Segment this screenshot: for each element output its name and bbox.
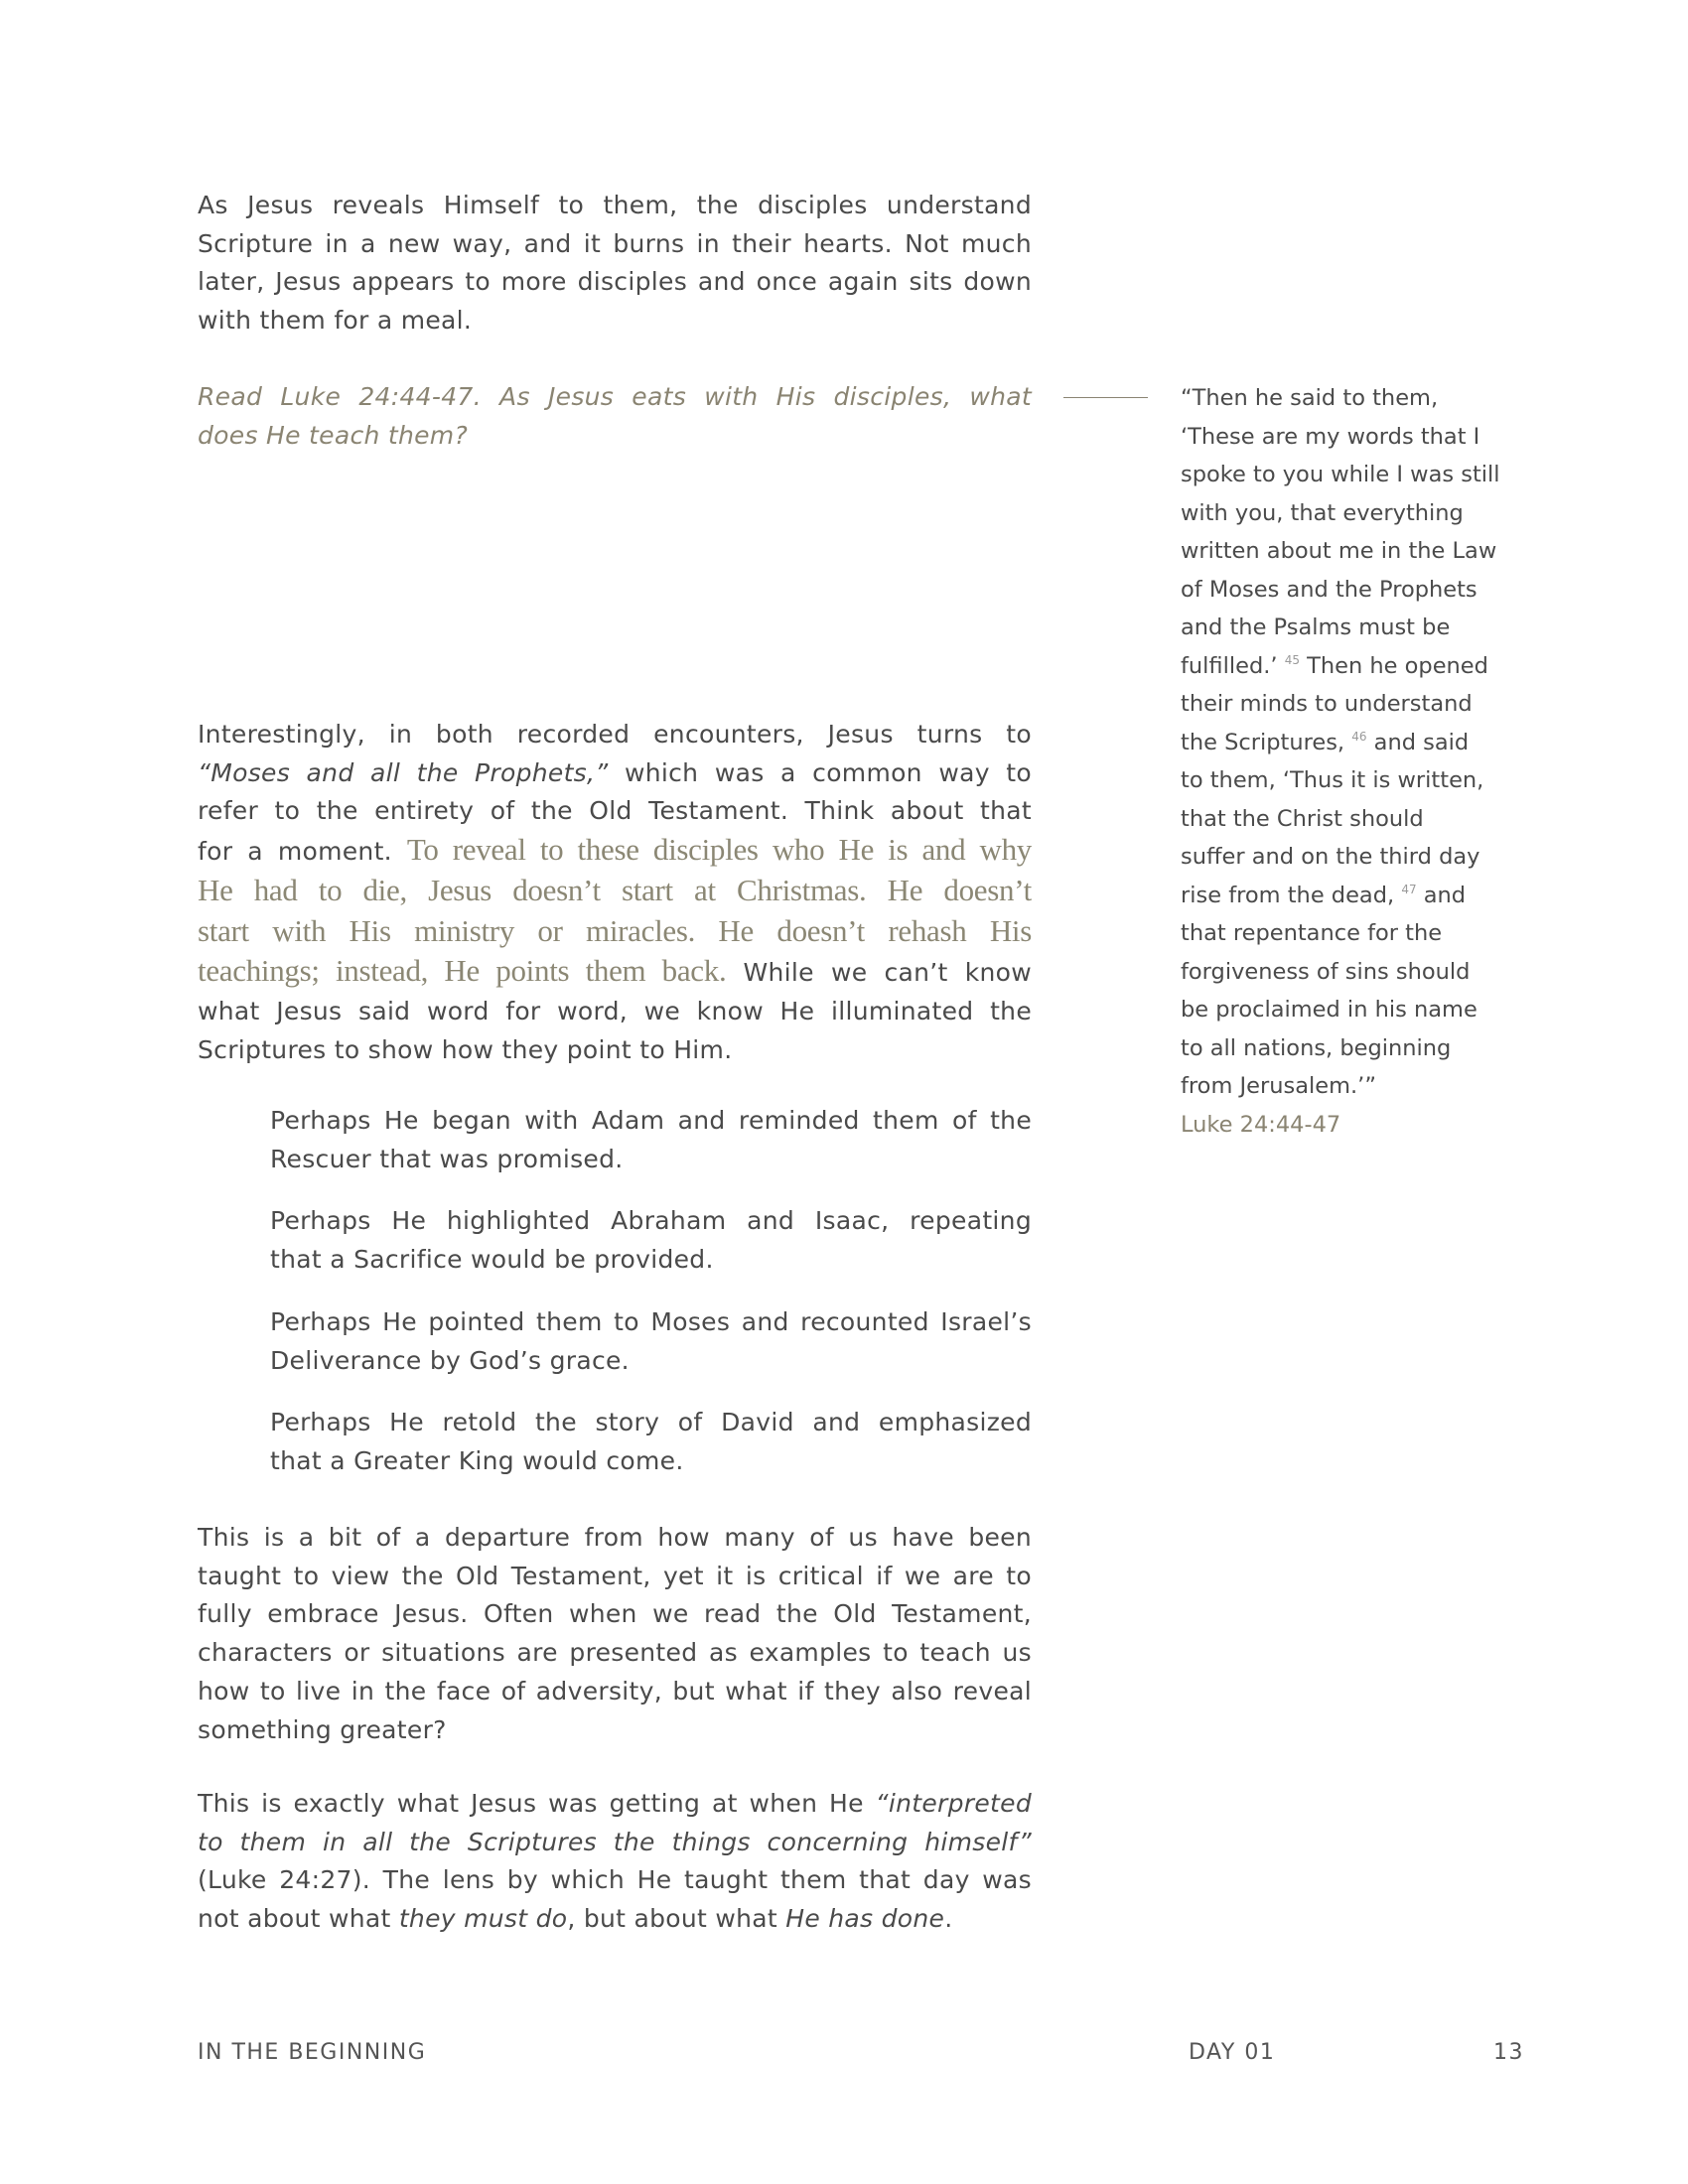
text-segment: how to live in the face of adversity, but what if they also reveal	[198, 1676, 1032, 1706]
text-segment: refer to the entirety of the Old Testament. Think about that	[198, 796, 1032, 826]
text-segment: be proclaimed in his name	[1181, 997, 1477, 1023]
text-segment: to them, ‘Thus it is written,	[1181, 767, 1484, 793]
text-segment: As Jesus reveals Himself to them, the disciples understand	[198, 191, 1032, 219]
text-segment: and the Psalms must be	[1181, 614, 1451, 640]
text-segment: to them in all the Scriptures the things concerning himself”	[198, 1827, 1032, 1856]
paragraph-departure	[198, 1519, 1032, 1749]
text-segment: This is a bit of a departure from how many of us have been	[198, 1523, 1032, 1552]
text-line	[270, 1141, 1032, 1179]
text-segment: taught to view the Old Testament, yet it is critical if we are to	[198, 1561, 1032, 1590]
text-line	[1181, 571, 1538, 610]
text-segment: Perhaps He retold the story of David and emphasized	[270, 1408, 1032, 1437]
text-line	[1181, 877, 1538, 915]
text-segment: forgiveness of sins should	[1181, 958, 1471, 985]
perhaps-item	[270, 1404, 1032, 1480]
text-segment: While we can’t know	[726, 958, 1032, 988]
text-segment: Read Luke 24:44-47. As Jesus eats with His disciples, what	[198, 382, 1032, 411]
text-line	[1181, 456, 1538, 494]
footer-day: DAY 01	[1189, 2040, 1276, 2065]
perhaps-item	[270, 1202, 1032, 1279]
text-segment: that the Christ should	[1181, 805, 1424, 832]
text-segment: “interpreted	[875, 1789, 1032, 1818]
text-line	[1181, 609, 1538, 647]
paragraph-intro	[198, 187, 1032, 341]
text-line	[1181, 1029, 1538, 1068]
highlight-text: He had to die, Jesus doesn’t start at Christmas. He doesn’t	[198, 872, 1032, 907]
text-segment: “Then he said to them,	[1181, 385, 1439, 411]
text-line	[1181, 953, 1538, 992]
text-line	[198, 1558, 1032, 1596]
text-segment: fulfilled.’	[1181, 652, 1285, 679]
text-segment: rise from the dead,	[1181, 882, 1402, 908]
reflection-question	[198, 378, 1032, 455]
text-line	[1181, 991, 1538, 1029]
text-segment: to all nations, beginning	[1181, 1034, 1452, 1061]
text-segment: suffer and on the third day	[1181, 844, 1480, 870]
text-segment: their minds to understand	[1181, 691, 1473, 717]
text-line	[198, 1634, 1032, 1673]
text-segment: ‘These are my words that I	[1181, 423, 1480, 450]
perhaps-list	[270, 1102, 1032, 1505]
text-line	[1181, 418, 1538, 457]
text-segment: Interestingly, in both recorded encounters, Jesus turns to	[198, 720, 1032, 749]
perhaps-item	[270, 1303, 1032, 1380]
text-segment: and said	[1366, 729, 1470, 755]
text-segment: for a moment.	[198, 837, 407, 867]
highlight-text: teachings; instead, He points them back.	[198, 953, 727, 989]
text-segment: Perhaps He began with Adam and reminded them of the	[270, 1106, 1032, 1135]
text-line	[1181, 914, 1538, 953]
text-line	[198, 831, 1032, 872]
text-segment: which was a common way to	[608, 757, 1032, 787]
text-line	[270, 1442, 1032, 1481]
text-segment: Scripture in a new way, and it burns in their hearts. Not much	[198, 228, 1032, 258]
text-line	[198, 1824, 1032, 1862]
text-segment: Perhaps He highlighted Abraham and Isaac, repeating	[270, 1206, 1032, 1236]
text-line	[198, 1900, 1032, 1939]
text-line	[198, 1519, 1032, 1558]
text-segment: Perhaps He pointed them to Moses and recounted Israel’s	[270, 1306, 1032, 1336]
text-line	[1181, 494, 1538, 533]
verse-number: 46	[1351, 729, 1367, 744]
text-segment: and	[1416, 882, 1467, 908]
text-line	[1181, 647, 1538, 686]
verse-number: 45	[1284, 652, 1300, 667]
text-line	[1181, 379, 1538, 418]
text-segment: This is exactly what Jesus was getting at when He	[198, 1789, 876, 1818]
text-segment: He has done	[785, 1904, 945, 1934]
text-line	[198, 225, 1032, 264]
text-line	[198, 1595, 1032, 1634]
text-line	[198, 1861, 1032, 1900]
text-segment: that repentance for the	[1181, 920, 1443, 946]
text-line	[198, 417, 1032, 456]
text-line	[198, 1031, 1032, 1070]
text-segment: does He teach them?	[198, 420, 469, 450]
text-line	[1181, 1106, 1538, 1145]
text-segment: that a Sacrifice would be provided.	[270, 1245, 714, 1275]
text-line	[198, 302, 1032, 341]
text-segment: Deliverance by God’s grace.	[270, 1345, 630, 1375]
text-line	[198, 952, 1032, 993]
text-line	[198, 792, 1032, 831]
text-line	[1181, 685, 1538, 724]
text-line	[1181, 800, 1538, 839]
text-line	[270, 1342, 1032, 1381]
text-line	[198, 1673, 1032, 1711]
paragraph-moses-prophets	[198, 716, 1032, 1069]
text-segment: from Jerusalem.’”	[1181, 1073, 1376, 1099]
text-line	[1181, 838, 1538, 877]
text-line	[198, 378, 1032, 417]
text-segment: of Moses and the Prophets	[1181, 576, 1477, 603]
text-line	[1181, 532, 1538, 571]
text-segment: spoke to you while I was still	[1181, 462, 1500, 487]
text-line	[1181, 1067, 1538, 1106]
perhaps-item	[270, 1102, 1032, 1178]
text-line	[198, 263, 1032, 302]
verse-number: 47	[1401, 882, 1417, 896]
text-line	[270, 1102, 1032, 1141]
text-segment: that a Greater King would come.	[270, 1445, 684, 1475]
text-segment: Then he opened	[1299, 652, 1488, 679]
text-line	[1181, 724, 1538, 762]
text-line	[270, 1404, 1032, 1442]
sidebar-connector-rule	[1063, 397, 1148, 398]
page-number: 13	[1493, 2040, 1524, 2065]
text-segment: .	[944, 1904, 953, 1934]
text-line	[198, 716, 1032, 754]
text-segment: written about me in the Law	[1181, 538, 1497, 564]
text-line	[198, 1711, 1032, 1750]
text-line	[198, 912, 1032, 953]
text-line	[270, 1202, 1032, 1241]
text-segment: “Moses and all the Prophets,”	[198, 757, 609, 787]
text-segment: with them for a meal.	[198, 306, 473, 336]
text-segment: what Jesus said word for word, we know He illuminated the	[198, 996, 1032, 1025]
text-segment: they must do	[398, 1904, 568, 1934]
text-line	[198, 872, 1032, 912]
text-line	[198, 993, 1032, 1031]
text-segment: Scriptures to show how they point to Him.	[198, 1034, 733, 1064]
text-segment: later, Jesus appears to more disciples and once again sits down	[198, 267, 1032, 297]
text-line	[1181, 761, 1538, 800]
text-line	[198, 1785, 1032, 1824]
text-line	[198, 754, 1032, 793]
text-segment: the Scriptures,	[1181, 729, 1352, 755]
text-segment: Rescuer that was promised.	[270, 1144, 624, 1173]
text-segment: (Luke 24:27). The lens by which He taught them that day was	[198, 1865, 1032, 1895]
text-segment: not about what	[198, 1904, 399, 1934]
text-segment: something greater?	[198, 1714, 447, 1744]
text-line	[270, 1241, 1032, 1280]
paragraph-interpreted	[198, 1785, 1032, 1939]
highlight-text: start with His ministry or miracles. He doesn’t rehash His	[198, 912, 1032, 948]
footer-book-title: IN THE BEGINNING	[198, 2040, 427, 2065]
text-segment: characters or situations are presented as examples to teach us	[198, 1638, 1032, 1668]
scripture-sidebar	[1181, 379, 1538, 1144]
highlight-text: To reveal to these disciples who He is and why	[406, 832, 1032, 868]
text-segment: with you, that everything	[1181, 499, 1464, 526]
text-segment: fully embrace Jesus. Often when we read the Old Testament,	[198, 1599, 1032, 1629]
text-segment: , but about what	[567, 1904, 786, 1934]
scripture-reference: Luke 24:44-47	[1181, 1111, 1341, 1138]
text-line	[270, 1303, 1032, 1342]
text-line	[198, 187, 1032, 225]
